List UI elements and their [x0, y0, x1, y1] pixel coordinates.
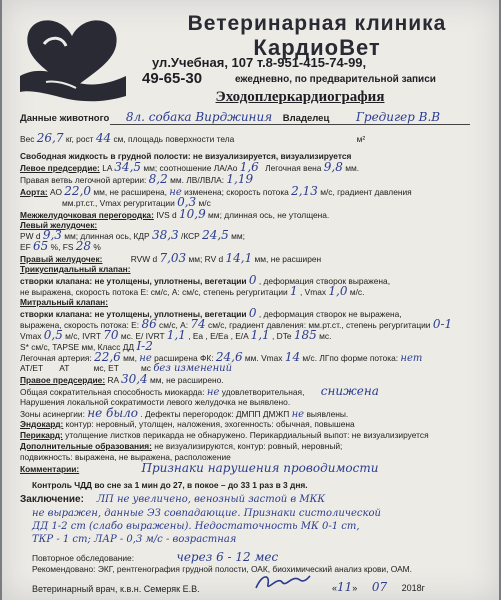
weight-row: Вес 26,7 кг, рост 44 см, площадь поверхности тела м²	[20, 131, 366, 145]
la-value: 34,5	[114, 160, 142, 174]
followup-value: через 6 - 12 мес	[176, 550, 279, 564]
comments-row: Комментарии: Признаки нарушения проводимости	[20, 461, 379, 475]
pulm-vein-value: 9,8	[323, 160, 343, 174]
clinic-phone: 49-65-30	[142, 70, 203, 87]
height-value: 44	[95, 131, 112, 145]
clinic-schedule: ежедневно, по предварительной записи	[235, 74, 436, 85]
aorta-regurg: 0,3	[177, 195, 197, 209]
echo-report-sheet	[2, 0, 499, 600]
kdr-value: 38,3	[151, 228, 179, 242]
rpa-value: 8,2	[148, 172, 168, 186]
doctor-row: Ветеринарный врач, к.в.н. Семеряк Е.В.	[32, 584, 200, 594]
ksr-value: 24,5	[202, 228, 229, 242]
heart-hand-logo-icon	[16, 6, 134, 104]
pericard-row: Перикард: утолщение листков перикарда не обнаружено. Перикардиальный выпот: не визуализируется	[20, 430, 429, 440]
pulm-artery-row: Легочная артерия: 22,6 мм, не расширена ФК: 24,6 мм. Vmax 14 м/с. ЛГпо форме потока: нет	[20, 350, 423, 364]
lv-row: PW d 9,3 мм; длинная ось, КДР 38,3 /КСР 24,5 мм;	[20, 228, 245, 242]
tricuspid-row-1: створки клапана: не утолщены, уплотнены, вегетации 0 , деформация створок выражена,	[20, 273, 391, 287]
ivs-value: 10,9	[179, 207, 206, 221]
free-fluid-row: Свободная жидкость в грудной полости: не визуализируется, визуализируется	[20, 151, 352, 161]
mitral-label-row: Митральный клапан:	[20, 297, 108, 307]
ivs-row: Межжелудочковая перегородка: IVS d 10,9 мм; длинная ось, не утолщена.	[20, 207, 330, 221]
endocard-row: Эндокард: контур: неровный, утолщен, наложения, эхогенность: обычная, повышена	[20, 419, 355, 429]
doctor-signature-icon	[252, 570, 312, 594]
left-atrium-row: Левое предсердие: LA 34,5 мм; соотношение ЛА/Ао 1,6 Легочная вена 9,8 мм.	[20, 160, 360, 174]
conclusion-row-4: ТКР - 1 ст; ЛАР - 0,3 м/с - возрастная	[32, 534, 237, 545]
la-ao-value: 1,6	[239, 160, 259, 174]
owner-label: Владелец	[282, 113, 330, 124]
conclusion-row: Заключение: ЛП не увеличено, венозный застой в МКК	[20, 494, 326, 505]
ef-row: EF 65 %, FS 28 %	[20, 239, 101, 253]
fs-value: 28	[75, 239, 92, 253]
patient-underline	[110, 124, 470, 125]
animal-label: Данные животного	[20, 113, 110, 124]
extra-formations-row: Дополнительные образования: не визуализируются, контур: ровный, неровный;	[20, 441, 343, 451]
conclusion-row-2: не выражен, данные ЭЗ совпадающие. Признаки систолической	[32, 508, 381, 519]
conclusion-line-1: ЛП не увеличено, венозный застой в МКК	[96, 494, 326, 505]
contractility-row: Общая сократительная способность миокарда: не удовлетворительная, снижена	[20, 384, 379, 398]
lv-label-row: Левый желудочек:	[20, 220, 98, 230]
conclusion-row-3: ДД 1-2 ст (слабо выражены). Недостаточность МК 0-1 ст,	[32, 521, 360, 532]
aorta-speed: 2,13	[291, 184, 318, 198]
aorta-row: Аорта: АО 22,0 мм, не расширена, не изменена; скорость потока 2,13 м/с, градиент давления	[20, 184, 412, 198]
weight-value: 26,7	[36, 131, 64, 145]
ra-row: Правое предсердие: RA 30,4 мм, не расширено.	[20, 372, 224, 386]
mitral-row-1: створки клапана: не утолщены, уплотнены, вегетации 0 , деформация створок не выражена,	[20, 306, 402, 320]
tricuspid-vmax: 1,0	[328, 284, 348, 298]
aorta-row-2: мм.рт.ст., Vmax регургитации 0,3 м/с	[62, 195, 211, 209]
mitral-row-3: Vmax 0,5 м/с, IVRT 70 мс. E/ IVRT 1,1 , Ea , E/Ea , E/A 1,1 , DTe 185 мс.	[20, 328, 332, 342]
local-contractility-row: Нарушения локальной сократимости левого желудочка не выявлено.	[20, 397, 291, 407]
date-month: 07	[371, 580, 388, 594]
rvw-value: 7,03	[159, 251, 187, 265]
animal-value: 8л. собака Вирджиния	[125, 110, 273, 124]
date-year: 2018г	[401, 583, 425, 593]
date-row: «11» 07 2018г	[332, 580, 425, 594]
clinic-brand: КардиоВет	[253, 35, 381, 60]
document-title: Эходоплеркардиография	[215, 89, 385, 105]
mitral-a: 74	[190, 317, 206, 331]
pulmonary-artery-branch-row: Правая ветвь легочной артерии: 8,2 мм. ЛВ/ЛВЛА: 1,19	[20, 172, 254, 186]
control-row: Контроль ЧДД во сне за 1 мин до 27, в покое – до 33 1 раз в 3 дня.	[32, 480, 308, 490]
clinic-address: ул.Учебная, 107 т.8-951-415-74-99,	[152, 55, 367, 70]
rpa-ratio: 1,19	[226, 172, 254, 186]
followup-row: Повторное обследование: через 6 - 12 мес	[32, 550, 279, 564]
comments-value: Признаки нарушения проводимости	[141, 461, 379, 475]
aorta-value: 22,0	[64, 184, 92, 198]
at-et-row: AT/ET AT мс, ET мс без изменений	[20, 363, 233, 374]
mitral-row-4: S* см/с, TAPSE мм, Класс ДД I-2	[20, 339, 153, 353]
tricuspid-row-2: не выражена, скорость потока E: см/с, А: см/с, степень регургитации 1 , Vmax 1,0 м/с.	[20, 284, 365, 298]
pw-value: 9,3	[42, 228, 62, 242]
extra-formations-row-2: подвижность: выражена, не выражена, расположение	[20, 452, 231, 462]
pulm-art-value: 22,6	[94, 350, 121, 364]
ef-value: 65	[33, 239, 49, 253]
recommend-row: Рекомендовано: ЭКГ, рентгенография грудной полости, ОАК, биохимический анализ крови, ОАМ.	[32, 564, 412, 574]
mitral-e: 86	[141, 317, 157, 331]
rv-value: 14,1	[225, 251, 253, 265]
date-day: 11	[337, 580, 353, 594]
asynergy-row: Зоны асинергии: не было . Дефекты перегородок: ДМПП ДМЖП не выявлены.	[20, 406, 349, 420]
tricuspid-label-row: Трикуспидальный клапан:	[20, 264, 131, 274]
owner-value: Гредигер В.В	[355, 110, 441, 124]
rv-row: Правый желудочек: RVW d 7,03 мм; RV d 14,1 мм, не расширен	[20, 251, 322, 265]
ra-value: 30,4	[120, 372, 148, 386]
patient-row	[20, 112, 491, 124]
clinic-name: Ветеринарная клиника	[187, 12, 447, 35]
mitral-row-2: выражена, скорость потока: E: 86 см/с, А: 74 см/с, градиент давления: мм.рт.ст., степень регургитации 0-1	[20, 317, 453, 331]
clinic-header	[2, 0, 499, 87]
